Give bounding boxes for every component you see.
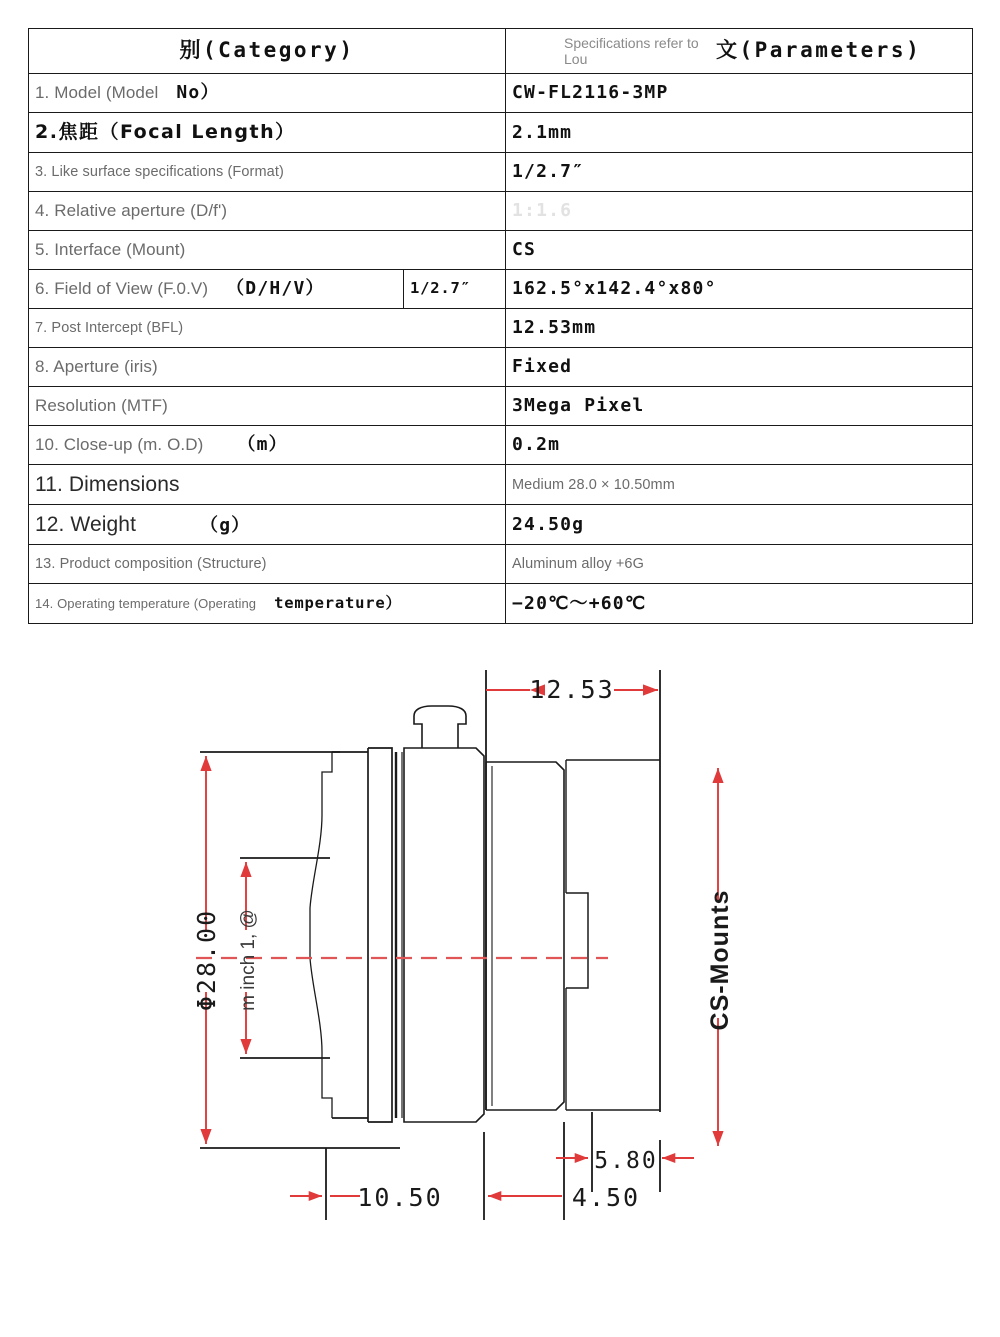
row-sub-text: 1/2.7″ [410, 279, 471, 298]
table-row [29, 231, 973, 270]
row-value-text: 24.50g [512, 513, 585, 535]
row-value-cell [506, 113, 973, 153]
row-value-text: 162.5°x142.4°x80° [512, 278, 717, 300]
row-label-cell [29, 153, 506, 192]
row-value-cell [506, 505, 973, 545]
row-label-text: 13. Product composition (Structure) [35, 556, 267, 573]
row-value-cell [506, 465, 973, 505]
table-row [29, 74, 973, 113]
row-label-cell [29, 387, 506, 426]
table-row [29, 309, 973, 348]
row-value-cell [506, 270, 973, 309]
row-value-text: 12.53mm [512, 317, 597, 339]
row-value-cell [506, 426, 973, 465]
row-label-tail: （m） [237, 434, 288, 456]
row-value-text: −20℃～+60℃ [512, 592, 647, 614]
lens-cross-section-drawing [0, 640, 1000, 1280]
label-cs-mounts: CS-Mounts [706, 889, 734, 1031]
row-label-text: 7. Post Intercept (BFL) [35, 320, 184, 337]
dimension-front-length: 10.50 [357, 1183, 443, 1212]
row-value-text: 0.2m [512, 434, 561, 456]
row-label-text: 4. Relative aperture (D/f') [35, 200, 228, 220]
table-row [29, 348, 973, 387]
row-label-tail: No） [176, 82, 220, 104]
row-value-text: 3Mega Pixel [512, 395, 645, 417]
table-header-row [29, 29, 973, 74]
header-category-cjk: 别 [179, 38, 204, 63]
row-label-cell [29, 270, 404, 309]
row-value-text: Aluminum alloy +6G [512, 556, 644, 573]
row-label-cell [29, 192, 506, 231]
row-value-cell [506, 192, 973, 231]
row-value-cell [506, 545, 973, 584]
row-value-text: 2.1mm [512, 121, 573, 143]
table-row [29, 113, 973, 153]
row-value-cell [506, 348, 973, 387]
header-category-latin: (Category) [203, 38, 355, 63]
row-label-cell [29, 465, 506, 505]
table-row [29, 387, 973, 426]
row-label-tail: temperature） [274, 593, 402, 612]
row-value-cell [506, 74, 973, 113]
dimension-outer-diameter: Φ28.00 [192, 908, 221, 1012]
row-value-text: 1/2.7″ [512, 161, 585, 183]
row-label-text: Resolution (MTF) [35, 395, 168, 415]
row-label-text: 11. Dimensions [35, 472, 180, 496]
row-label-text: 8. Aperture (iris) [35, 356, 158, 376]
dimension-thread-note: m inch 1, @ [238, 909, 259, 1011]
header-spec-note: Specifications refer to Lou [564, 34, 699, 67]
table-row [29, 505, 973, 545]
table-row [29, 153, 973, 192]
row-label-tail: （g） [200, 514, 251, 536]
row-label-cell [29, 74, 506, 113]
row-label-cell [29, 584, 506, 624]
dimension-mount-length: 4.50 [571, 1183, 641, 1212]
table-row [29, 192, 973, 231]
header-parameters-cjk: 文 [716, 38, 740, 63]
row-label-cell [29, 348, 506, 387]
row-value-cell [506, 387, 973, 426]
header-parameters-cell [506, 29, 973, 74]
row-value-text: 1:1.6 [512, 200, 573, 222]
row-label-cell [29, 309, 506, 348]
row-sub-cell [404, 270, 506, 309]
row-label-text: 2.焦距（Focal Length） [35, 121, 296, 144]
row-label-text: 14. Operating temperature (Operating [35, 595, 257, 611]
row-value-text: Medium 28.0 × 10.50mm [512, 476, 675, 493]
row-label-text: 6. Field of View (F.0.V) [35, 279, 209, 299]
row-value-cell [506, 231, 973, 270]
specification-table [28, 28, 973, 624]
row-label-text: 10. Close-up (m. O.D) [35, 435, 204, 455]
row-label-tail: （D/H/V） [226, 278, 325, 300]
row-value-text: CS [512, 239, 537, 261]
dimension-bfl: 12.53 [529, 675, 615, 704]
row-label-cell [29, 231, 506, 270]
row-label-text: 12. Weight [35, 512, 137, 536]
row-value-cell [506, 584, 973, 624]
row-value-cell [506, 309, 973, 348]
row-label-text: 1. Model (Model [35, 83, 159, 103]
table-row [29, 545, 973, 584]
header-parameters-latin: (Parameters) [739, 38, 922, 63]
row-label-cell [29, 505, 506, 545]
table-row [29, 584, 973, 624]
row-value-text: Fixed [512, 356, 573, 378]
row-label-cell [29, 113, 506, 153]
table-row [29, 426, 973, 465]
row-value-cell [506, 153, 973, 192]
row-label-cell [29, 426, 506, 465]
row-value-text: CW-FL2116-3MP [512, 82, 669, 104]
dimension-rear-length: 5.80 [594, 1148, 658, 1174]
row-label-text: 3. Like surface specifications (Format) [35, 164, 284, 181]
table-row [29, 270, 973, 309]
table-row [29, 465, 973, 505]
header-category-cell [29, 29, 506, 74]
row-label-cell [29, 545, 506, 584]
row-label-text: 5. Interface (Mount) [35, 239, 186, 259]
